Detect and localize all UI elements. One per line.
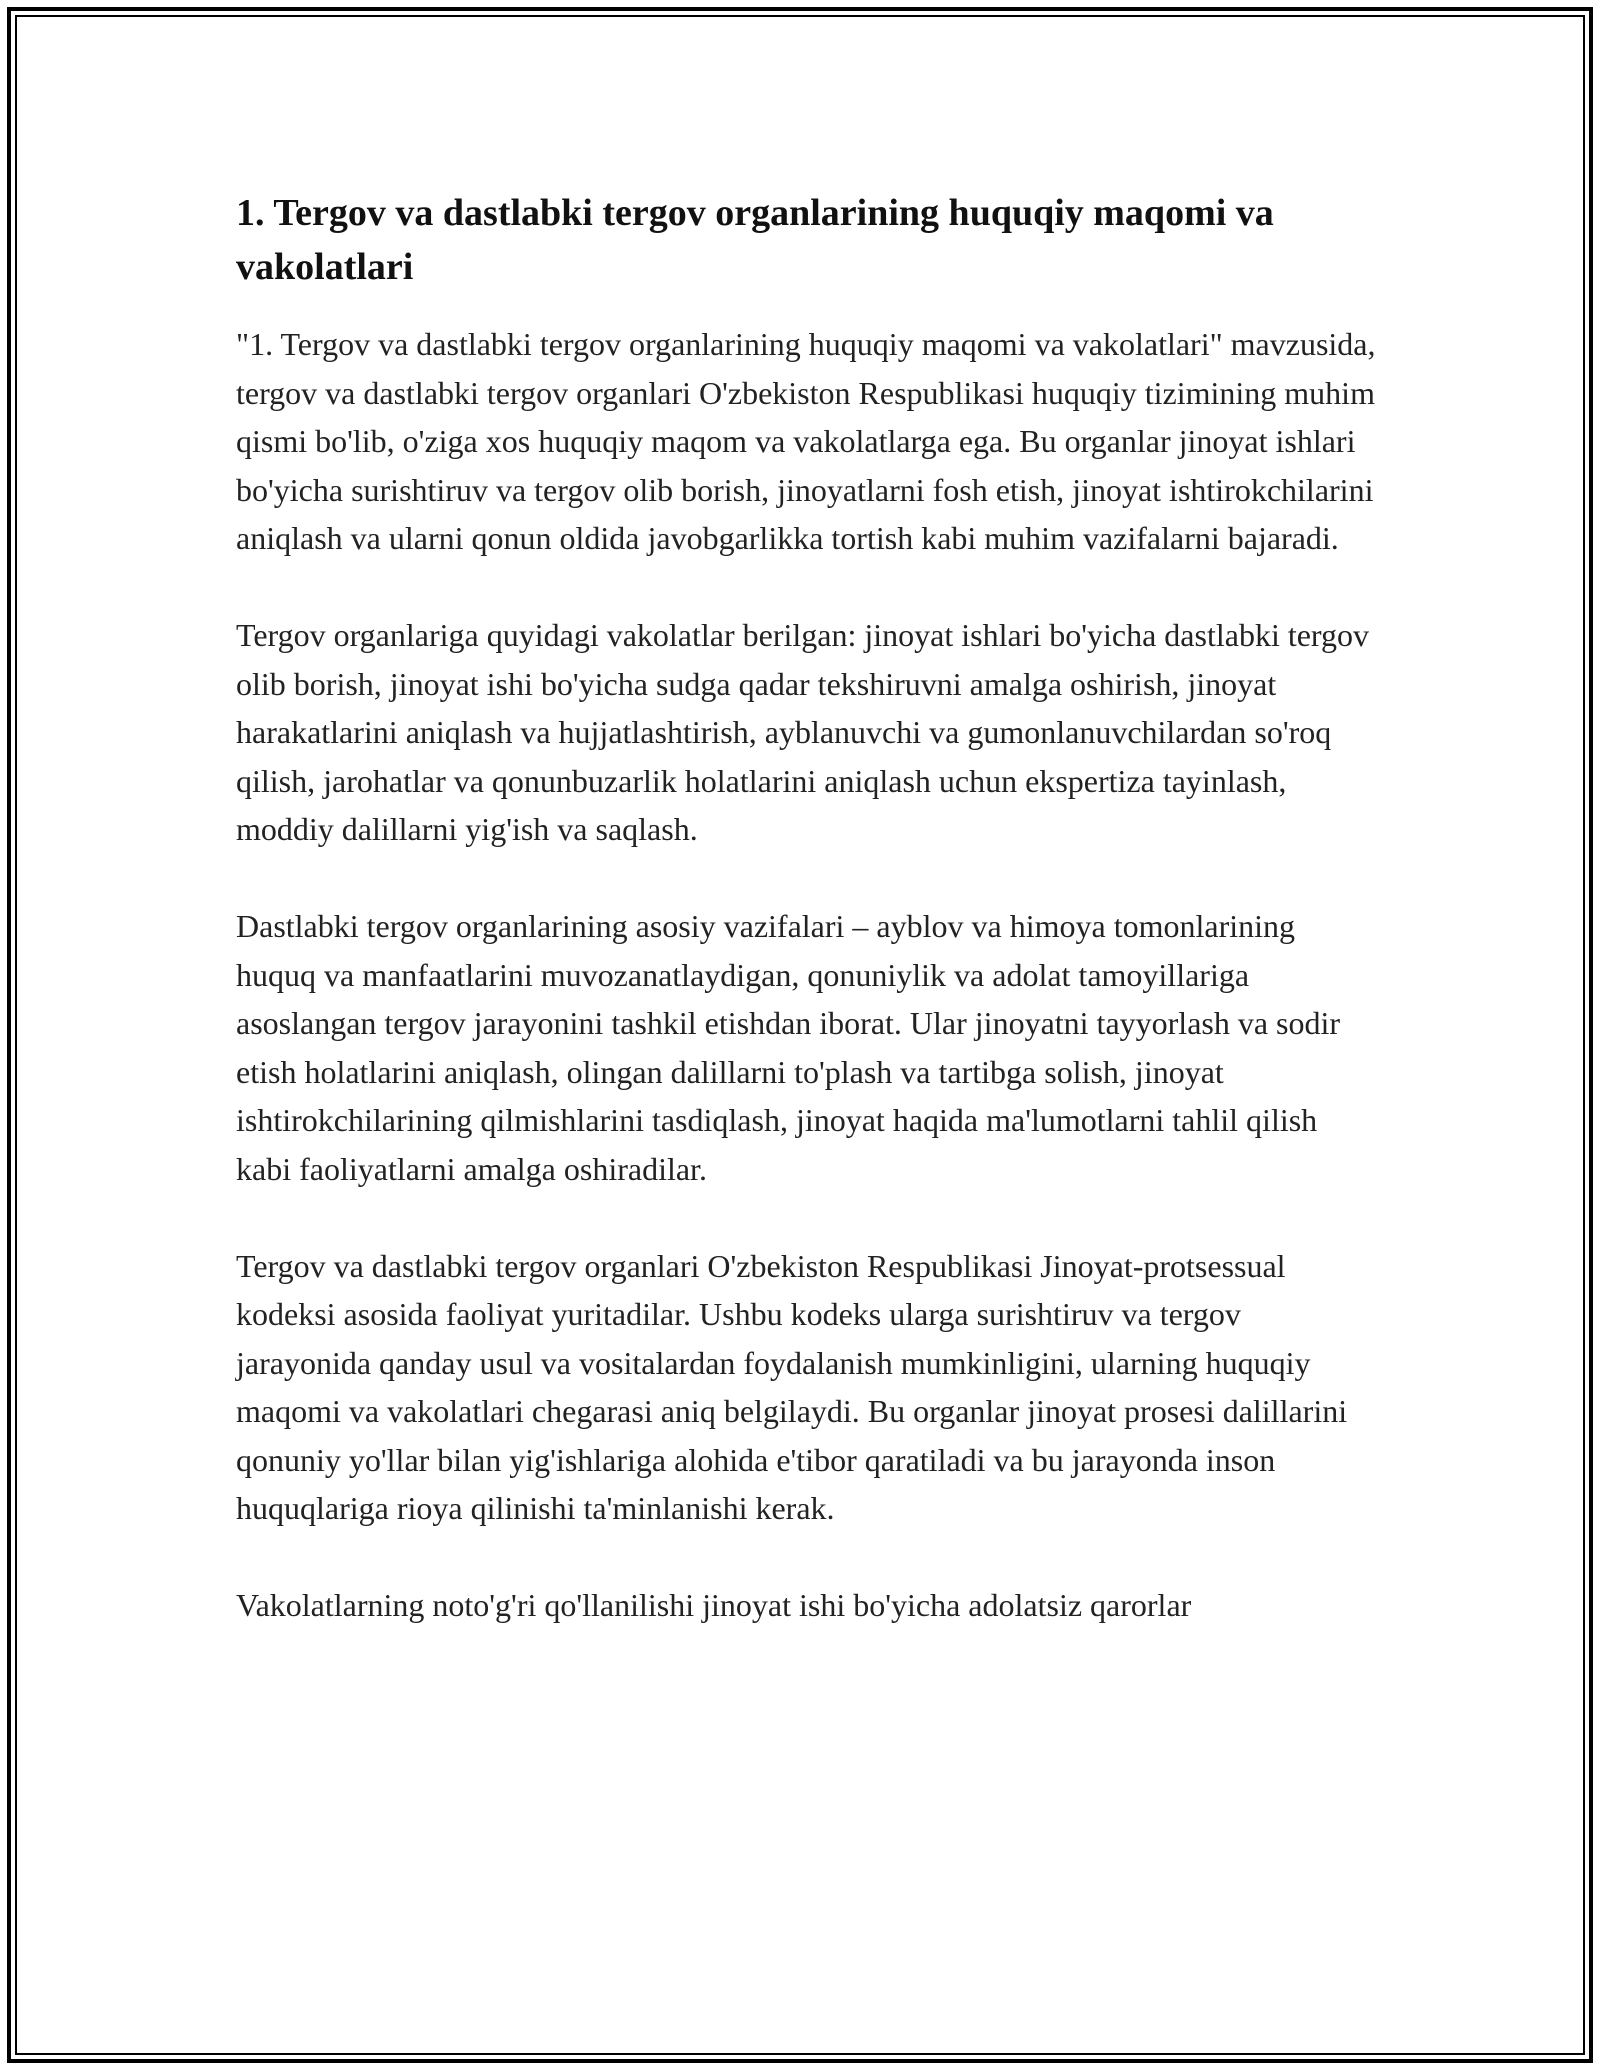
paragraph-intro: "1. Tergov va dastlabki tergov organlarining huquqiy maqomi va vakolatlari" mavzusida, tergov va dastlabki tergov organlari O'zbekiston Respublikasi huquqiy tizimining muhim qismi bo'lib, o'ziga xos huquqiy maqom va vakolatlarga ega. Bu organlar jinoyat ishlari bo'yicha surishtiruv va tergov olib borish, jinoyatlarni fosh etish, jinoyat ishtirokchilarini aniqlash va ularni qonun oldida javobgarlikka tortish kabi muhim vazifalarni bajaradi. (236, 326, 1376, 556)
section-heading: 1. Tergov va dastlabki tergov organlarining huquqiy maqomi va vakolatlari (236, 192, 1274, 288)
paragraph-legal-basis: Tergov va dastlabki tergov organlari O'zbekiston Respublikasi Jinoyat-protsessual kodeksi asosida faoliyat yuritadilar. Ushbu kodeks ularga surishtiruv va tergov jarayonida qanday usul va vositalardan foydalanish mumkinligini, ularning huquqiy maqomi va vakolatlari chegarasi aniq belgilaydi. Bu organlar jinoyat prosesi dalillarini qonuniy yo'llar bilan yig'ishlariga alohida e'tibor qaratiladi va bu jarayonda inson huquqlariga rioya qilinishi ta'minlanishi kerak. (236, 1247, 1348, 1526)
paragraph-powers: Tergov organlariga quyidagi vakolatlar berilgan: jinoyat ishlari bo'yicha dastlabki tergov olib borish, jinoyat ishi bo'yicha sudga qadar tekshiruvni amalga oshirish, jinoyat harakatlarini aniqlash va hujjatlashtirish, ayblanuvchi va gumonlanuvchilardan so'roq qilish, jarohatlar va qonunbuzarlik holatlarini aniqlash uchun ekspertiza tayinlash, moddiy dalillarni yig'ish va saqlash. (236, 617, 1369, 847)
paragraph-misuse: Vakolatlarning noto'g'ri qo'llanilishi jinoyat ishi bo'yicha adolatsiz qarorlar (236, 1587, 1192, 1623)
document-body (236, 186, 1376, 1678)
paragraph-tasks: Dastlabki tergov organlarining asosiy vazifalari – ayblov va himoya tomonlarining huquq va manfaatlarini muvozanatlaydigan, qonuniylik va adolat tamoyillariga asoslangan tergov jarayonini tashkil etishdan iborat. Ular jinoyatni tayyorlash va sodir etish holatlarini aniqlash, olingan dalillarni to'plash va tartibga solish, jinoyat ishtirokchilarining qilmishlarini tasdiqlash, jinoyat haqida ma'lumotlarni tahlil qilish kabi faoliyatlarni amalga oshiradilar. (236, 908, 1341, 1187)
